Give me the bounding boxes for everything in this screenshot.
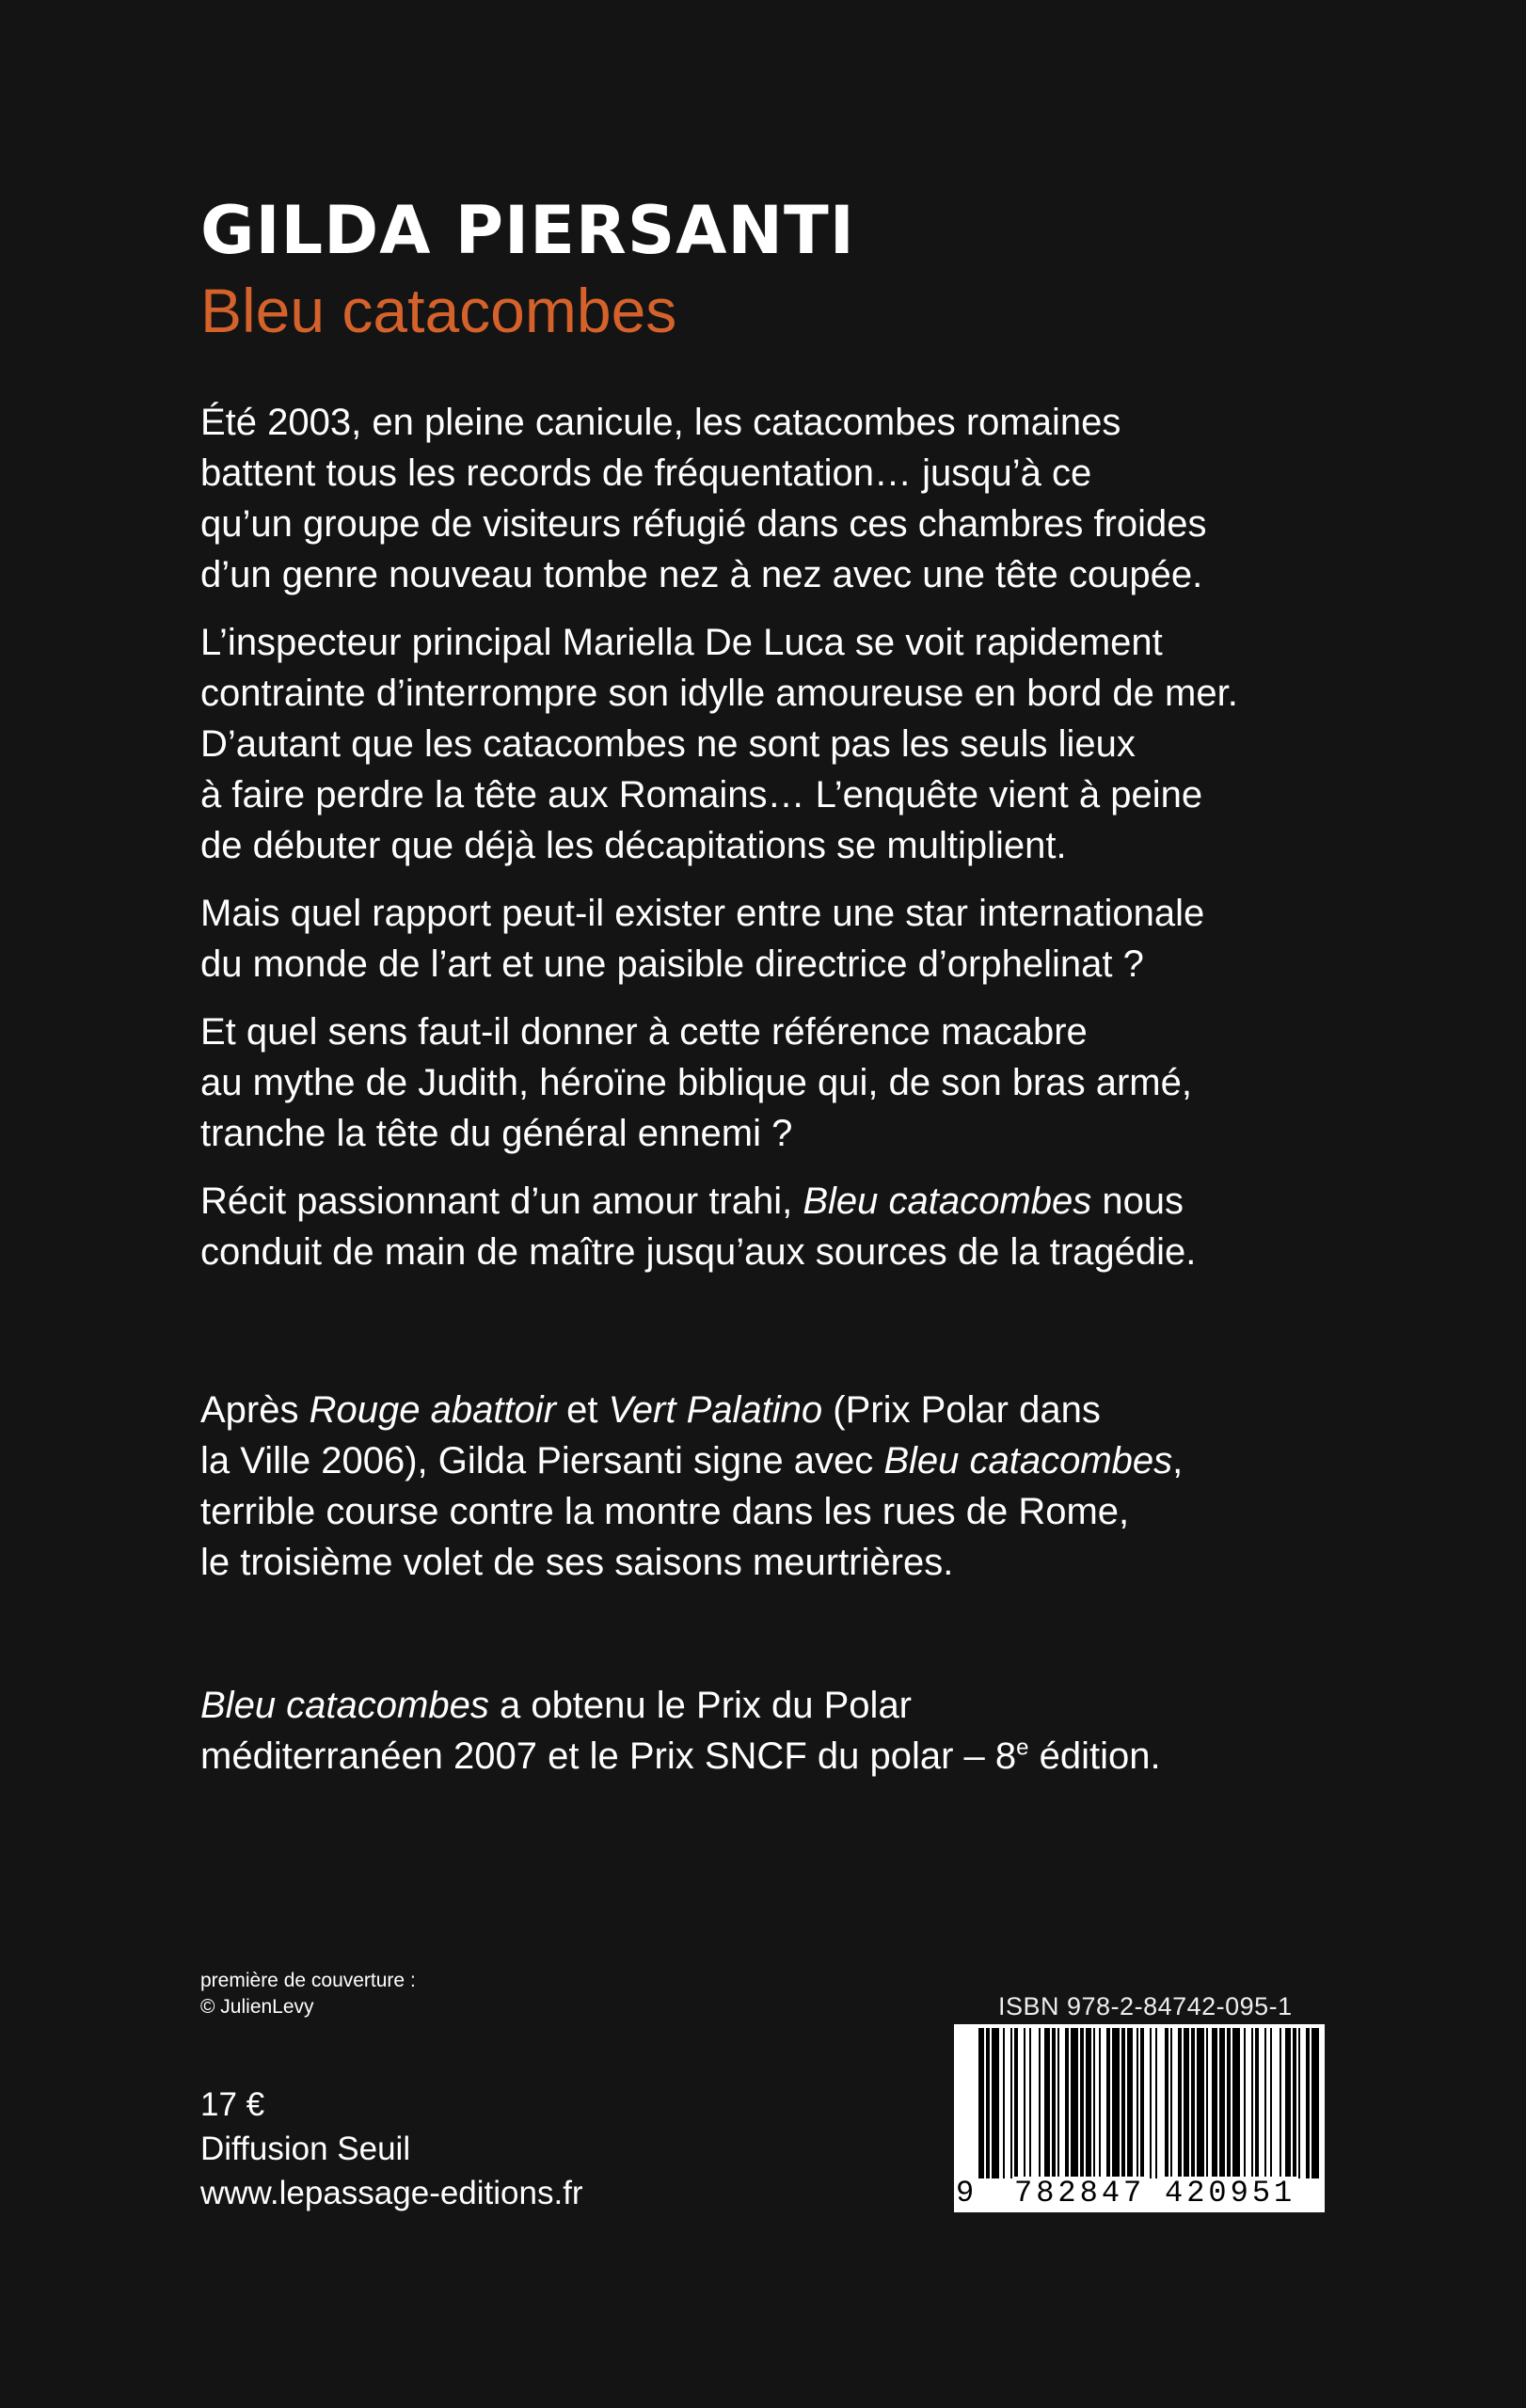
italic-title: Bleu catacombes [200, 1685, 489, 1726]
italic-title: Bleu catacombes [803, 1180, 1092, 1222]
text-line: d’un genre nouveau tombe nez à nez avec une tête coupée. [200, 554, 1203, 595]
text-line [200, 1435, 1367, 1486]
text-line: le troisième volet de ses saisons meurtrières. [200, 1542, 954, 1583]
barcode-bar [1003, 2028, 1005, 2178]
barcode-bar [1165, 2028, 1168, 2178]
distribution: Diffusion Seuil [200, 2131, 411, 2167]
text-line [200, 1731, 1367, 1782]
barcode-bar [1071, 2028, 1078, 2178]
back-cover [200, 0, 1367, 2408]
text-run: édition. [1028, 1735, 1161, 1777]
text-line: qu’un groupe de visiteurs réfugié dans ces chambres froides [200, 503, 1207, 545]
barcode-bar [1112, 2028, 1120, 2178]
barcode-bar [1099, 2028, 1101, 2178]
barcode-bar [1065, 2028, 1069, 2178]
barcode-bar [1121, 2028, 1125, 2178]
text-run: et [556, 1389, 609, 1431]
barcode-bar [1127, 2028, 1133, 2178]
barcode-bar [978, 2028, 984, 2178]
barcode-bar [1024, 2028, 1025, 2178]
barcode-bar [1212, 2028, 1217, 2178]
barcode-bar [1106, 2028, 1110, 2178]
text-line [200, 1176, 1367, 1227]
barcode-bar [1280, 2028, 1281, 2178]
credit-label: première de couverture : [200, 1970, 416, 1991]
italic-title: Vert Palatino [608, 1389, 823, 1431]
price: 17 € [200, 2086, 265, 2123]
barcode-bar [1039, 2028, 1041, 2178]
barcode-bar [1306, 2028, 1310, 2178]
barcode-bar [1150, 2028, 1152, 2178]
blurb-paragraph-1 [200, 397, 1367, 600]
cover-credit [200, 1968, 416, 2020]
text-line: Et quel sens faut-il donner à cette référence macabre [200, 1011, 1088, 1053]
barcode-bar [1219, 2028, 1225, 2178]
text-line: du monde de l’art et une paisible directrice d’orphelinat ? [200, 943, 1144, 985]
text-line: D’autant que les catacombes ne sont pas les seuls lieux [200, 723, 1136, 765]
text-run: (Prix Polar dans [822, 1389, 1101, 1431]
book-title: Bleu catacombes [200, 276, 677, 345]
barcode-bar [1298, 2028, 1300, 2178]
barcode-bar [1232, 2028, 1240, 2178]
text-line [200, 1680, 1367, 1731]
credit-photographer: © JulienLevy [200, 1996, 314, 2018]
barcode-bar [986, 2028, 990, 2178]
barcode-bar [1264, 2028, 1266, 2178]
isbn-label: ISBN 978-2-84742-095-1 [998, 1992, 1293, 2020]
italic-title: Bleu catacombes [883, 1440, 1173, 1481]
publisher-info [200, 2083, 583, 2215]
barcode [954, 2024, 1325, 2212]
text-line: tranche la tête du général ennemi ? [200, 1113, 793, 1154]
barcode-digits-right: 420951 [1165, 2176, 1296, 2210]
text-line: Été 2003, en pleine canicule, les catacombes romaines [200, 402, 1121, 443]
about-author [200, 1385, 1367, 1588]
barcode-digits-left: 782847 [1014, 2176, 1146, 2210]
barcode-bar [1244, 2028, 1246, 2178]
barcode-bar [1080, 2028, 1084, 2178]
barcode-digit-first: 9 [956, 2176, 975, 2210]
barcode-bar [1293, 2028, 1296, 2178]
barcode-bar [1052, 2028, 1056, 2178]
barcode-bar [1255, 2028, 1259, 2178]
superscript: e [1016, 1735, 1029, 1761]
barcode-bar [1206, 2028, 1208, 2178]
text-run: a obtenu le Prix du Polar [488, 1685, 913, 1726]
barcode-bar [1010, 2028, 1012, 2178]
text-run: méditerranéen 2007 et le Prix SNCF du polar – 8 [200, 1735, 1017, 1777]
text-line [200, 1385, 1367, 1435]
barcode-bar [1155, 2028, 1157, 2178]
barcode-bar [992, 2028, 999, 2178]
barcode-bar [1014, 2028, 1018, 2178]
text-line: contrainte d’interrompre son idylle amoureuse en bord de mer. [200, 673, 1238, 714]
text-run: , [1172, 1440, 1184, 1481]
barcode-bar [1197, 2028, 1204, 2178]
barcode-digits [954, 2173, 1325, 2210]
text-line: Mais quel rapport peut-il exister entre une star internationale [200, 893, 1205, 934]
text-line: conduit de main de maître jusqu’aux sources de la tragédie. [200, 1231, 1197, 1273]
text-line: L’inspecteur principal Mariella De Luca se voit rapidement [200, 622, 1163, 663]
barcode-bar [1191, 2028, 1195, 2178]
barcode-bar [1044, 2028, 1050, 2178]
text-run: nous [1091, 1180, 1184, 1222]
website-link[interactable]: www.lepassage-editions.fr [200, 2175, 583, 2211]
blurb [200, 397, 1367, 1294]
prize-note [200, 1680, 1367, 1782]
italic-title: Rouge abattoir [309, 1389, 557, 1431]
blurb-paragraph-5 [200, 1176, 1367, 1277]
text-line: battent tous les records de fréquentation… jusqu’à ce [200, 452, 1092, 494]
barcode-bar [1311, 2028, 1319, 2178]
blurb-paragraph-4 [200, 1006, 1367, 1159]
text-line: terrible course contre la montre dans les rues de Rome, [200, 1491, 1130, 1532]
text-line: au mythe de Judith, héroïne biblique qui, de son bras armé, [200, 1062, 1192, 1103]
barcode-bar [1184, 2028, 1189, 2178]
blurb-paragraph-3 [200, 888, 1367, 990]
text-line: à faire perdre la tête aux Romains… L’enquête vient à peine [200, 774, 1203, 816]
barcode-bar [1093, 2028, 1095, 2178]
text-run: Après [200, 1389, 310, 1431]
barcode-bar [1178, 2028, 1182, 2178]
text-line: de débuter que déjà les décapitations se multiplient. [200, 825, 1067, 866]
text-run: la Ville 2006), Gilda Piersanti signe avec [200, 1440, 884, 1481]
barcode-bar [1227, 2028, 1231, 2178]
author-name: GILDA PIERSANTI [200, 192, 855, 269]
barcode-bar [1137, 2028, 1138, 2178]
text-run: Récit passionnant d’un amour trahi, [200, 1180, 803, 1222]
blurb-paragraph-2 [200, 617, 1367, 871]
barcode-bar [1029, 2028, 1031, 2178]
barcode-bar [1170, 2028, 1172, 2178]
barcode-bar [1285, 2028, 1291, 2178]
barcode-bar [1086, 2028, 1091, 2178]
barcode-bar [1057, 2028, 1059, 2178]
barcode-bar [1251, 2028, 1253, 2178]
barcode-bar [1140, 2028, 1144, 2178]
barcode-bar [1270, 2028, 1272, 2178]
